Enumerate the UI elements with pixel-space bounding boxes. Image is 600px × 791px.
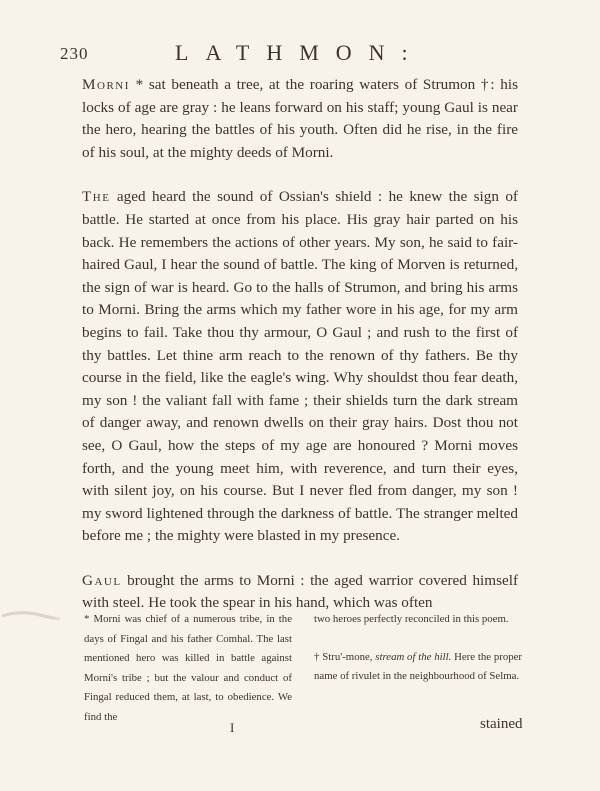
- paragraph-text: brought the arms to Morni : the aged warrior covered himself with steel. He took the spear in his hand, which was often: [82, 571, 518, 612]
- catchword: stained: [480, 716, 523, 732]
- footnote-strumon-gloss: stream of the hill.: [375, 650, 452, 663]
- paragraph-lead: Gaul: [82, 571, 122, 589]
- footnote-strumon-tail: Here the proper name of rivulet in the neighbourhood of Selma.: [314, 650, 523, 683]
- footnote-morni: * Morni was chief of a numerous tribe, in the days of Fingal and his father Comhal. The last mentioned hero was killed in battle against Morni's tribe ; but the valour and conduct of Fingal reduced them, at last, to obedience. We find the: [84, 613, 292, 723]
- paragraph-lead: The: [82, 188, 111, 206]
- footnote-strumon-head: † Stru'-mone,: [314, 650, 376, 663]
- paragraph-aged: [82, 186, 518, 548]
- footnote-column-left: [84, 610, 292, 728]
- footnotes: [84, 610, 522, 728]
- paragraph-text: aged heard the sound of Ossian's shield : he knew the sign of battle. He started at once from his place. His gray hair parted on his back. He remembers the actions of other years. My son, he said to fair-haired Gaul, I hear the sound of battle. The king of Morven is returned, the sign of war is heard. Go to the halls of Strumon, and bring his arms to Morni. Bring the arms which my father wore in his age, for my arm begins to fail. Take thou thy armour, O Gaul ; and rush to the first of thy battles. Let thine arm reach to the renown of thy fathers. Be thy course in the field, like the eagle's wing. Why shouldst thou fear death, my son ! the valiant fall with fame ; their shields turn the dark stream of danger away, and renown dwells on their gray hairs. Dost thou not see, O Gaul, how the steps of my age are honoured ? Morni moves forth, and the young meet him, with reverence, and turn their eyes, with silent joy, on his course. But I never fled from danger, my son ! my sword lightened through the darkness of battle. The stranger melted before me ; the mighty were blasted in my presence.: [82, 188, 518, 545]
- footnote-strumon: [314, 648, 522, 687]
- running-title: LATHMON:: [175, 40, 425, 65]
- paragraph-text: * sat beneath a tree, at the roaring waters of Strumon †: his locks of age are gray : he leans forward on his staff; young Gaul is near the hero, hearing the battles of his youth. Often did he rise, in the fire of his soul, at the mighty deeds of Morni.: [82, 76, 518, 161]
- body-text: [82, 74, 518, 615]
- footnote-column-right: [314, 610, 522, 728]
- page-number: 230: [60, 44, 89, 63]
- paragraph-morni: [82, 74, 518, 164]
- page-header: [60, 40, 530, 68]
- paragraph-lead: Morni: [82, 76, 130, 93]
- signature-mark: I: [230, 720, 235, 735]
- footnote-continuation: two heroes perfectly reconciled in this poem.: [314, 613, 509, 625]
- paragraph-gaul: [82, 570, 518, 615]
- margin-smudge-icon: [0, 604, 60, 628]
